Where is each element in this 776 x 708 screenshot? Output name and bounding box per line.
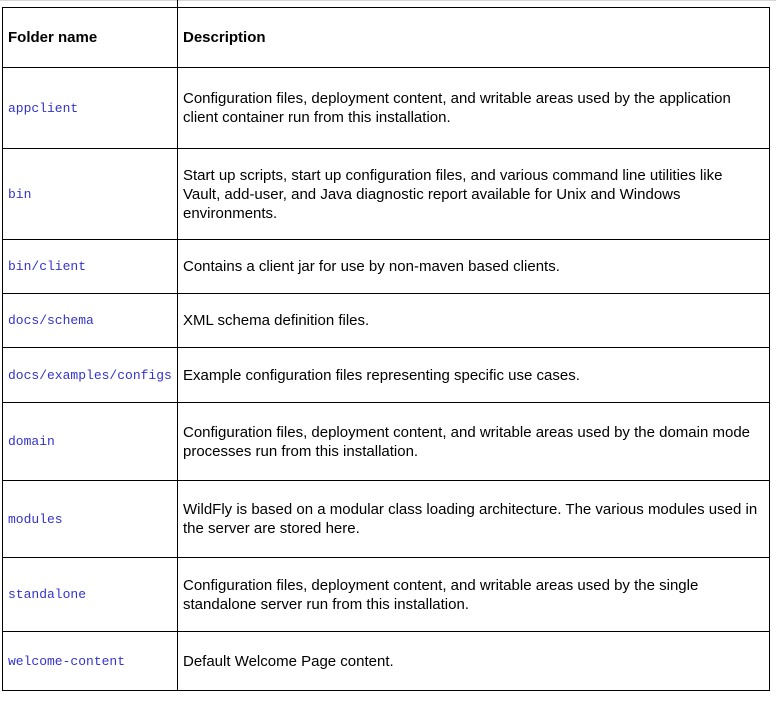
folder-name-cell: welcome-content bbox=[3, 632, 178, 691]
cropped-row-top-border bbox=[0, 0, 776, 1]
description-cell: Start up scripts, start up configuration files, and various command line utilities like Vault, add-user, and Java diagnostic report available for Unix and Windows environments. bbox=[178, 149, 770, 240]
table-row-standalone bbox=[3, 558, 770, 632]
folder-name-cell: docs/schema bbox=[3, 294, 178, 348]
column-header-description: Description bbox=[178, 8, 770, 68]
folder-name-cell: domain bbox=[3, 403, 178, 481]
table-header-row bbox=[3, 8, 770, 68]
folder-description-table bbox=[2, 7, 770, 691]
table-row-appclient bbox=[3, 68, 770, 149]
table-row-domain bbox=[3, 403, 770, 481]
description-cell: Example configuration files representing specific use cases. bbox=[178, 348, 770, 403]
table-row-welcome-content bbox=[3, 632, 770, 691]
folder-name-cell: bin/client bbox=[3, 240, 178, 294]
folder-name-cell: bin bbox=[3, 149, 178, 240]
table-row-modules bbox=[3, 481, 770, 558]
description-cell: Configuration files, deployment content, and writable areas used by the domain mode processes run from this installation. bbox=[178, 403, 770, 481]
table-row-docs-examples-configs bbox=[3, 348, 770, 403]
table-row-bin-client bbox=[3, 240, 770, 294]
folder-name-cell: modules bbox=[3, 481, 178, 558]
folder-name-cell: standalone bbox=[3, 558, 178, 632]
description-cell: Contains a client jar for use by non-maven based clients. bbox=[178, 240, 770, 294]
description-cell: Configuration files, deployment content, and writable areas used by the single standalone server run from this installation. bbox=[178, 558, 770, 632]
column-header-folder-name: Folder name bbox=[3, 8, 178, 68]
description-cell: Configuration files, deployment content, and writable areas used by the application client container run from this installation. bbox=[178, 68, 770, 149]
table-row-docs-schema bbox=[3, 294, 770, 348]
description-cell: WildFly is based on a modular class loading architecture. The various modules used in the server are stored here. bbox=[178, 481, 770, 558]
description-cell: Default Welcome Page content. bbox=[178, 632, 770, 691]
folder-name-cell: docs/examples/configs bbox=[3, 348, 178, 403]
folder-name-cell: appclient bbox=[3, 68, 178, 149]
description-cell: XML schema definition files. bbox=[178, 294, 770, 348]
table-row-bin bbox=[3, 149, 770, 240]
